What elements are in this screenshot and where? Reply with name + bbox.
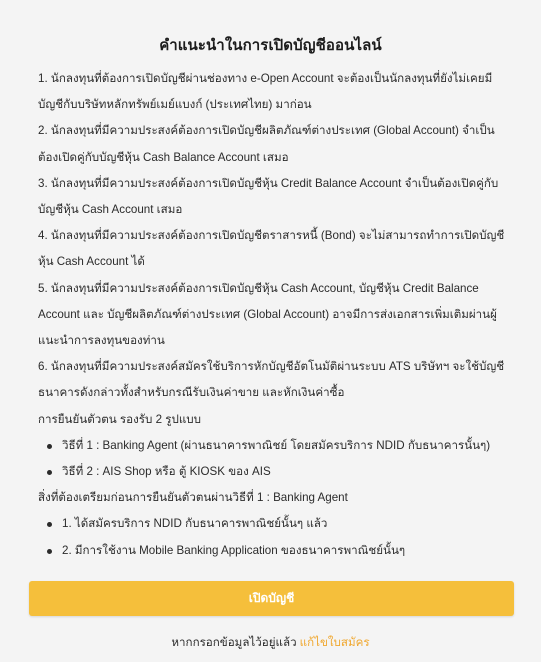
instruction-item-1: 1. นักลงทุนที่ต้องการเปิดบัญชีผ่านช่องทาง e-Open Account จะต้องเป็นนักลงทุนที่ยังไม่เคยมีบัญชีกับบริษัทหลักทรัพย์เมย์แบงก์ (ประเทศไทย) มาก่อน [38, 72, 493, 112]
page-title: คำแนะนำในการเปิดบัญชีออนไลน์ [159, 37, 382, 54]
verification-heading: การยืนยันตัวตน รองรับ 2 รูปแบบ [38, 412, 202, 426]
edit-application-link[interactable]: แก้ไขใบสมัคร [299, 636, 370, 649]
footer [0, 634, 541, 652]
verification-method-1: วิธีที่ 1 : Banking Agent (ผ่านธนาคารพาณิชย์ โดยสมัครบริการ NDID กับธนาคารนั้นๆ) [38, 433, 508, 459]
instruction-item-2: 2. นักลงทุนที่มีความประสงค์ต้องการเปิดบัญชีผลิตภัณฑ์ต่างประเทศ (Global Account) จำเป็นต้องเปิดคู่กับบัญชีหุ้น Cash Balance Account เสมอ [38, 124, 495, 164]
verification-method-2: วิธีที่ 2 : AIS Shop หรือ ตู้ KIOSK ของ AIS [38, 459, 508, 485]
instruction-item-3: 3. นักลงทุนที่มีความประสงค์ต้องการเปิดบัญชีหุ้น Credit Balance Account จำเป็นต้องเปิดคู่กับบัญชีหุ้น Cash Account เสมอ [38, 176, 499, 217]
footer-prompt: หากกรอกข้อมูลไว้อยู่แล้ว [171, 636, 297, 649]
preparation-heading: สิ่งที่ต้องเตรียมก่อนการยืนยันตัวตนผ่านวิธีที่ 1 : Banking Agent [38, 491, 348, 505]
open-account-button[interactable]: เปิดบัญชี [29, 581, 514, 616]
instruction-item-6: 6. นักลงทุนที่มีความประสงค์สมัครใช้บริการหักบัญชีอัตโนมัติผ่านระบบ ATS บริษัทฯ จะใช้บัญชีธนาคารดังกล่าวทั้งสำหรับกรณีรับเงินค่าขาย และหักเงินค่าซื้อ [38, 360, 505, 400]
preparation-list [38, 511, 508, 563]
instructions-content [38, 66, 508, 564]
instruction-item-5: 5. นักลงทุนที่มีความประสงค์ต้องการเปิดบัญชีหุ้น Cash Account, บัญชีหุ้น Credit Balance Account และ บัญชีผลิตภัณฑ์ต่างประเทศ (Global Account) อาจมีการส่งเอกสารเพิ่มเติมผ่านผู้แนะนำการลงทุนของท่าน [38, 281, 497, 348]
verification-methods-list [38, 433, 508, 485]
preparation-item-1: 1. ได้สมัครบริการ NDID กับธนาคารพาณิชย์นั้นๆ แล้ว [38, 511, 508, 537]
instruction-item-4: 4. นักลงทุนที่มีความประสงค์ต้องการเปิดบัญชีตราสารหนี้ (Bond) จะไม่สามารถทำการเปิดบัญชีหุ้น Cash Account ได้ [38, 229, 505, 269]
preparation-item-2: 2. มีการใช้งาน Mobile Banking Application ของธนาคารพาณิชย์นั้นๆ [38, 538, 508, 564]
